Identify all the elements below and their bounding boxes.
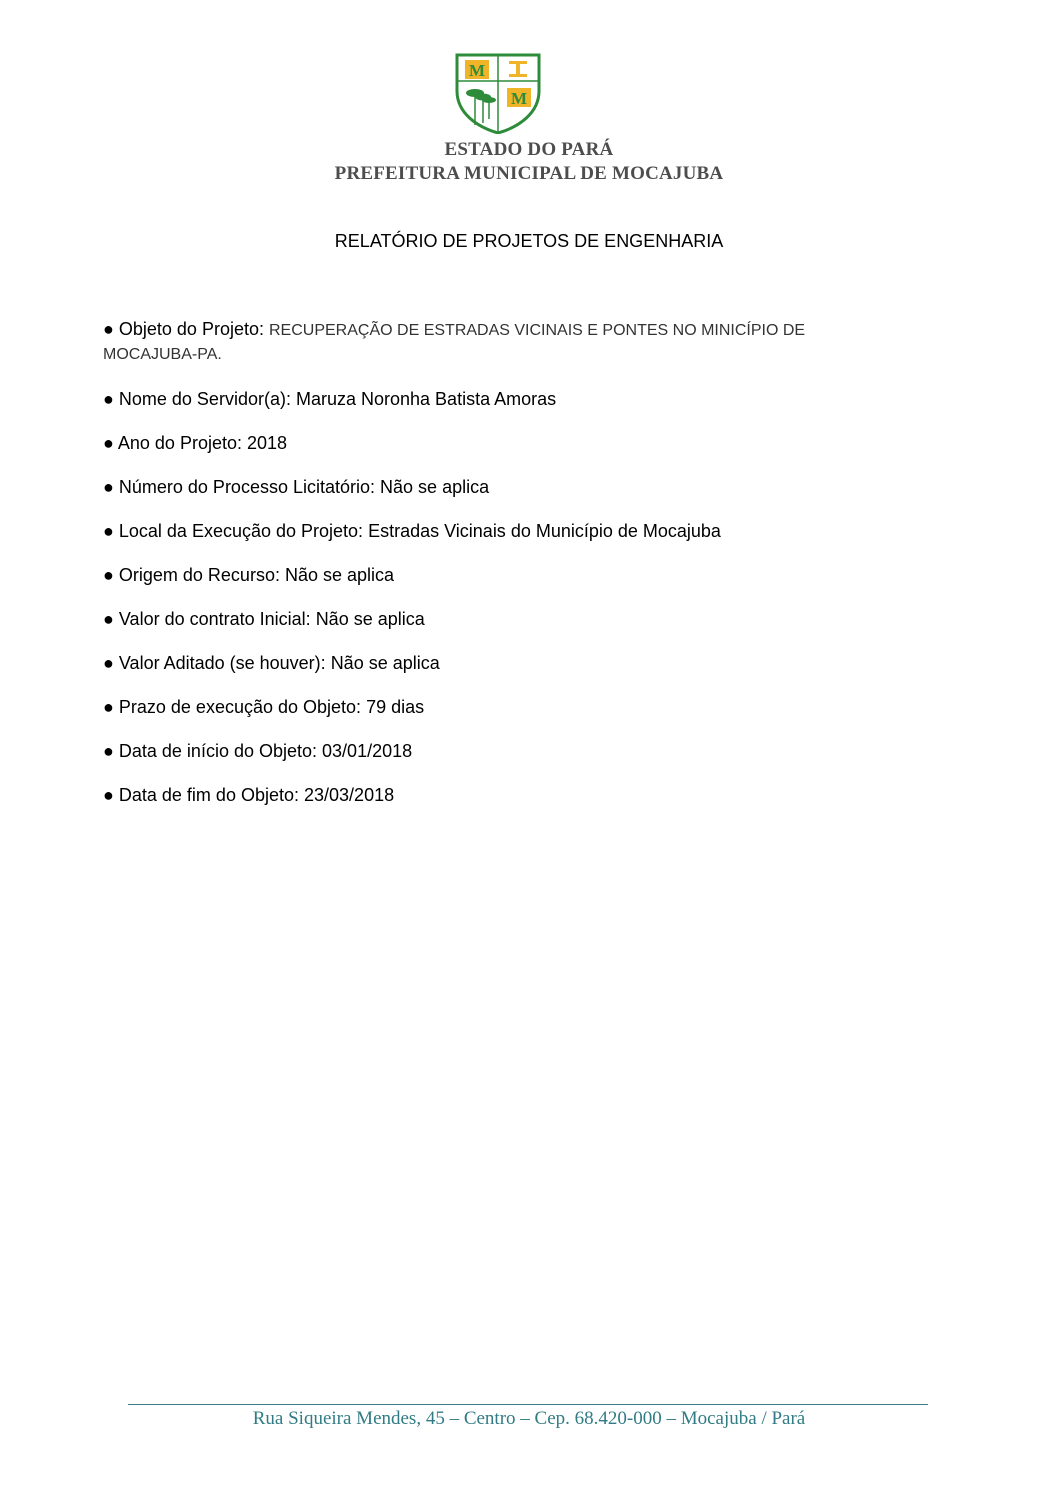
footer-address: Rua Siqueira Mendes, 45 – Centro – Cep. 68.420-000 – Mocajuba / Pará <box>252 1408 806 1429</box>
item-label: Data de fim do Objeto: <box>118 785 299 805</box>
list-item-amended-value <box>103 652 903 674</box>
item-label: Valor Aditado (se houver): <box>118 653 326 673</box>
list-item-project-year <box>103 432 903 454</box>
bullet-icon: ● <box>103 433 114 453</box>
item-value: 2018 <box>247 433 288 453</box>
item-label: Local da Execução do Projeto: <box>118 521 364 541</box>
list-item-initial-contract-value <box>103 608 903 630</box>
bullet-icon: ● <box>103 609 114 629</box>
list-item-resource-origin <box>103 564 903 586</box>
list-item-execution-period <box>103 696 903 718</box>
report-title: RELATÓRIO DE PROJETOS DE ENGENHARIA <box>334 231 724 251</box>
item-value: 03/01/2018 <box>322 741 413 761</box>
list-item-execution-location <box>103 520 903 542</box>
item-value: Não se aplica <box>380 477 490 497</box>
footer-divider <box>128 1404 928 1405</box>
bullet-icon: ● <box>103 389 114 409</box>
item-value: RECUPERAÇÃO DE ESTRADAS VICINAIS E PONTES NO MINICÍPIO DE MOCAJUBA-PA. <box>103 322 806 363</box>
item-value: 79 dias <box>366 697 425 717</box>
bullet-icon: ● <box>103 697 114 717</box>
list-item-bidding-process <box>103 476 903 498</box>
item-value: Estradas Vicinais do Município de Mocajuba <box>368 521 721 541</box>
bullet-icon: ● <box>103 477 114 497</box>
item-label: Objeto do Projeto: <box>118 319 264 339</box>
svg-text:M: M <box>468 61 486 80</box>
item-label: Valor do contrato Inicial: <box>118 609 311 629</box>
item-value: Não se aplica <box>315 609 425 629</box>
bullet-icon: ● <box>103 319 114 339</box>
item-label: Prazo de execução do Objeto: <box>118 697 362 717</box>
item-value: Não se aplica <box>284 565 395 585</box>
list-item-end-date <box>103 784 903 806</box>
bullet-icon: ● <box>103 653 114 673</box>
bullet-icon: ● <box>103 741 114 761</box>
item-label: Ano do Projeto: <box>117 433 242 453</box>
item-value: 23/03/2018 <box>304 785 395 805</box>
item-label: Número do Processo Licitatório: <box>118 477 376 497</box>
item-value: Maruza Noronha Batista Amoras <box>295 389 557 409</box>
item-label: Data de início do Objeto: <box>118 741 318 761</box>
project-details-list <box>103 318 903 828</box>
state-heading: ESTADO DO PARÁ <box>444 139 614 160</box>
item-label: Nome do Servidor(a): <box>118 389 291 409</box>
svg-text:M: M <box>510 89 528 108</box>
list-item-start-date <box>103 740 903 762</box>
item-value: Não se aplica <box>330 653 440 673</box>
list-item-server-name <box>103 388 903 410</box>
item-label: Origem do Recurso: <box>118 565 280 585</box>
bullet-icon: ● <box>103 785 114 805</box>
municipal-crest-logo <box>453 51 543 134</box>
bullet-icon: ● <box>103 565 114 585</box>
municipality-heading: PREFEITURA MUNICIPAL DE MOCAJUBA <box>334 163 724 184</box>
bullet-icon: ● <box>103 521 114 541</box>
list-item-project-object <box>103 318 903 366</box>
